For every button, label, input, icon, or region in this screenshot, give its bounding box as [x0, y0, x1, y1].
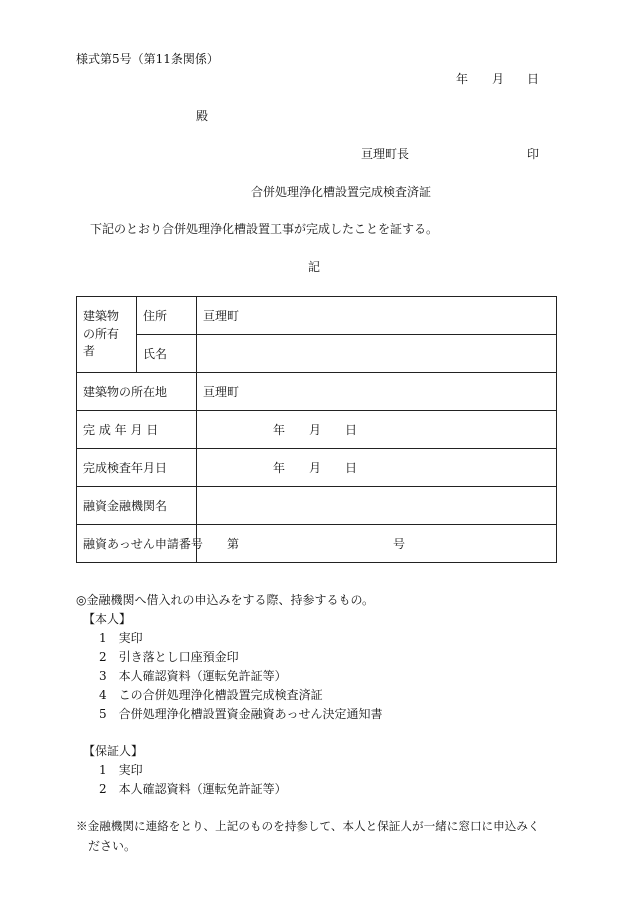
self-item-number: 3 [99, 669, 107, 683]
self-item [99, 651, 239, 663]
footer-note-line2: ださい。 [88, 839, 137, 853]
footer-note-line1: ※金融機関に連絡をとり、上記のものを持参して、本人と保証人が一緒に窓口に申込みく [76, 819, 540, 833]
location-row [77, 373, 557, 411]
guarantor-item [99, 764, 143, 776]
location-value[interactable]: 亘理町 [197, 373, 557, 411]
inspection-date-value[interactable] [197, 449, 557, 487]
notes-heading: ◎金融機関へ借入れの申込みをする際、持参するもの。 [76, 593, 374, 607]
certification-statement: 下記のとおり合併処理浄化槽設置工事が完成したことを証する。 [90, 222, 439, 236]
self-item [99, 632, 143, 644]
application-number-value[interactable] [197, 525, 557, 563]
certificate-table [76, 296, 557, 563]
application-number-row [77, 525, 557, 563]
address-row [77, 297, 557, 335]
seal-mark: 印 [527, 147, 540, 161]
completion-year: 年 [273, 422, 286, 437]
self-heading: 【本人】 [83, 612, 132, 626]
completion-day: 日 [345, 422, 358, 437]
self-item-number: 1 [99, 631, 107, 645]
completion-date-label: 完 成 年 月 日 [77, 411, 197, 449]
issuer-title: 亘理町長 [361, 147, 410, 161]
self-item [99, 689, 323, 701]
completion-date-row [77, 411, 557, 449]
document-title: 合併処理浄化槽設置完成検査済証 [251, 185, 432, 199]
self-item [99, 708, 383, 720]
issue-date-month: 月 [492, 72, 505, 86]
self-item-text: この合併処理浄化槽設置完成検査済証 [118, 688, 323, 702]
addressee-suffix: 殿 [196, 109, 209, 123]
guarantor-item-text: 実印 [118, 763, 143, 777]
self-item [99, 670, 287, 682]
inspection-date-label: 完成検査年月日 [77, 449, 197, 487]
address-label: 住所 [137, 297, 197, 335]
owner-label: 建築物の所有者 [77, 297, 137, 373]
guarantor-item [99, 783, 287, 795]
completion-date-value[interactable] [197, 411, 557, 449]
ki-heading: 記 [308, 260, 321, 274]
self-item-number: 2 [99, 650, 107, 664]
issue-date-day: 日 [527, 72, 540, 86]
inspection-day: 日 [345, 460, 358, 475]
address-value[interactable]: 亘理町 [197, 297, 557, 335]
institution-row [77, 487, 557, 525]
institution-value[interactable] [197, 487, 557, 525]
completion-month: 月 [309, 422, 322, 437]
guarantor-item-number: 2 [99, 782, 107, 796]
self-item-number: 4 [99, 688, 107, 702]
application-number-prefix: 第 [227, 536, 240, 551]
name-label: 氏名 [137, 335, 197, 373]
guarantor-item-text: 本人確認資料（運転免許証等） [118, 782, 287, 796]
name-value[interactable] [197, 335, 557, 373]
self-item-text: 引き落とし口座預金印 [118, 650, 239, 664]
guarantor-item-number: 1 [99, 763, 107, 777]
inspection-year: 年 [273, 460, 286, 475]
institution-label: 融資金融機関名 [77, 487, 197, 525]
self-item-number: 5 [99, 707, 107, 721]
application-number-suffix: 号 [393, 536, 406, 551]
location-label: 建築物の所在地 [77, 373, 197, 411]
guarantor-heading: 【保証人】 [83, 744, 144, 758]
issue-date-year: 年 [456, 72, 469, 86]
inspection-month: 月 [309, 460, 322, 475]
name-row [77, 335, 557, 373]
inspection-date-row [77, 449, 557, 487]
self-item-text: 合併処理浄化槽設置資金融資あっせん決定通知書 [118, 707, 383, 721]
self-item-text: 本人確認資料（運転免許証等） [118, 669, 287, 683]
application-number-label: 融資あっせん申請番号 [77, 525, 197, 563]
form-number: 様式第5号（第11条関係） [76, 52, 219, 66]
self-item-text: 実印 [118, 631, 143, 645]
